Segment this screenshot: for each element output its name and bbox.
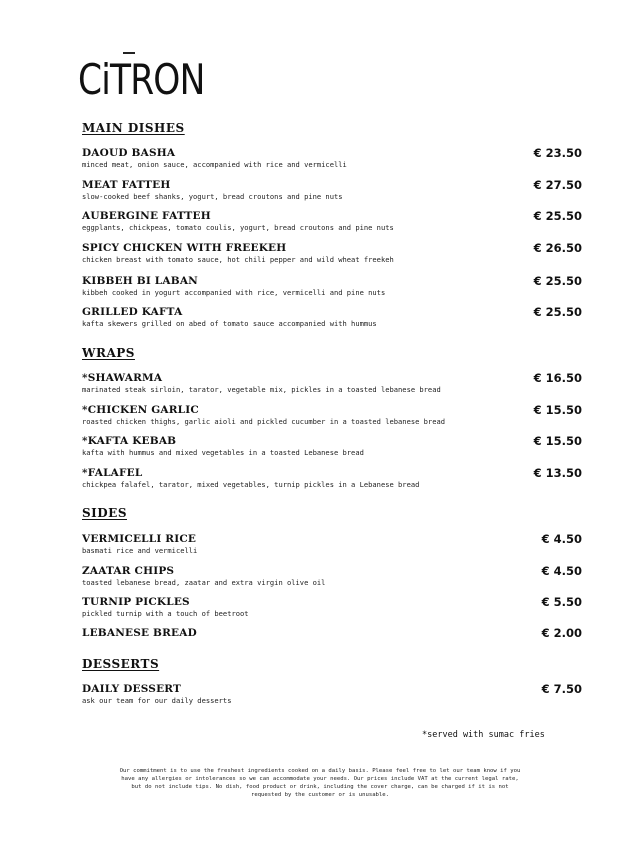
item-name: DAILY DESSERT: [82, 683, 182, 695]
menu-item: [82, 403, 582, 427]
item-description: pickled turnip with a touch of beetroot: [82, 609, 249, 618]
menu-item: [82, 146, 582, 170]
item-price: € 15.50: [533, 403, 582, 417]
item-price: € 23.50: [533, 146, 582, 160]
menu-item: [82, 626, 582, 640]
item-description: marinated steak sirloin, tarator, vegetable mix, pickles in a toasted lebanese bread: [82, 385, 441, 394]
footer-disclaimer: Our commitment is to use the freshest ingredients cooked on a daily basis. Please feel free to let our team know if you have any allergies or intolerances so we can accommodate your needs. Our prices include VAT at the current legal rate, but do not include tips. No dish, food product or drink, including the cover charge, can be charged if it is not requested by the customer or is unusable.: [119, 768, 521, 798]
menu-item: [82, 532, 582, 556]
item-description: ask our team for our daily desserts: [82, 696, 232, 705]
item-price: € 15.50: [533, 434, 582, 448]
item-price: € 25.50: [533, 305, 582, 319]
item-description: chicken breast with tomato sauce, hot chili pepper and wild wheat freekeh: [82, 255, 394, 264]
menu-item: [82, 434, 582, 458]
item-description: kafta with hummus and mixed vegetables in a toasted Lebanese bread: [82, 448, 364, 457]
logo-accent-bar: [123, 52, 135, 54]
section-title-sides: SIDES: [82, 506, 127, 520]
menu-item: [82, 682, 582, 706]
brand-name: CiTRON: [78, 55, 205, 104]
item-price: € 27.50: [533, 178, 582, 192]
menu-item: [82, 209, 582, 233]
item-price: € 25.50: [533, 209, 582, 223]
item-description: minced meat, onion sauce, accompanied with rice and vermicelli: [82, 160, 347, 169]
item-description: roasted chicken thighs, garlic aioli and pickled cucumber in a toasted lebanese bread: [82, 417, 446, 426]
item-name: LEBANESE BREAD: [82, 627, 197, 639]
item-price: € 2.00: [541, 626, 582, 640]
item-price: € 5.50: [541, 595, 582, 609]
menu-item: [82, 178, 582, 202]
item-description: slow-cooked beef shanks, yogurt, bread croutons and pine nuts: [82, 192, 343, 201]
menu-item: [82, 274, 582, 298]
item-name: *FALAFEL: [82, 467, 143, 479]
menu-item: [82, 241, 582, 265]
item-price: € 4.50: [541, 532, 582, 546]
section-title-wraps: WRAPS: [82, 346, 135, 360]
item-name: *CHICKEN GARLIC: [82, 404, 199, 416]
menu-item: [82, 466, 582, 490]
item-name: SPICY CHICKEN WITH FREEKEH: [82, 242, 287, 254]
item-price: € 25.50: [533, 274, 582, 288]
section-title-main-dishes: MAIN DISHES: [82, 121, 185, 135]
item-description: eggplants, chickpeas, tomato coulis, yogurt, bread croutons and pine nuts: [82, 223, 394, 232]
item-price: € 16.50: [533, 371, 582, 385]
item-description: basmati rice and vermicelli: [82, 546, 198, 555]
menu-item: [82, 595, 582, 619]
footnote-sumac-fries: *served with sumac fries: [422, 730, 545, 740]
item-price: € 4.50: [541, 564, 582, 578]
menu-item: [82, 371, 582, 395]
brand-logo: [78, 55, 205, 104]
item-name: TURNIP PICKLES: [82, 596, 190, 608]
menu-item: [82, 305, 582, 329]
item-name: AUBERGINE FATTEH: [82, 210, 211, 222]
item-name: *KAFTA KEBAB: [82, 435, 177, 447]
item-name: GRILLED KAFTA: [82, 306, 183, 318]
item-description: kibbeh cooked in yogurt accompanied with rice, vermicelli and pine nuts: [82, 288, 386, 297]
item-name: VERMICELLI RICE: [82, 533, 197, 545]
item-description: kafta skewers grilled on abed of tomato sauce accompanied with hummus: [82, 319, 377, 328]
item-name: *SHAWARMA: [82, 372, 163, 384]
menu-item: [82, 564, 582, 588]
item-price: € 7.50: [541, 682, 582, 696]
item-price: € 13.50: [533, 466, 582, 480]
item-name: ZAATAR CHIPS: [82, 565, 175, 577]
item-price: € 26.50: [533, 241, 582, 255]
item-name: DAOUD BASHA: [82, 147, 176, 159]
section-title-desserts: DESSERTS: [82, 657, 160, 671]
item-name: KIBBEH BI LABAN: [82, 275, 198, 287]
item-description: chickpea falafel, tarator, mixed vegetables, turnip pickles in a Lebanese bread: [82, 480, 420, 489]
item-description: toasted lebanese bread, zaatar and extra virgin olive oil: [82, 578, 326, 587]
item-name: MEAT FATTEH: [82, 179, 171, 191]
